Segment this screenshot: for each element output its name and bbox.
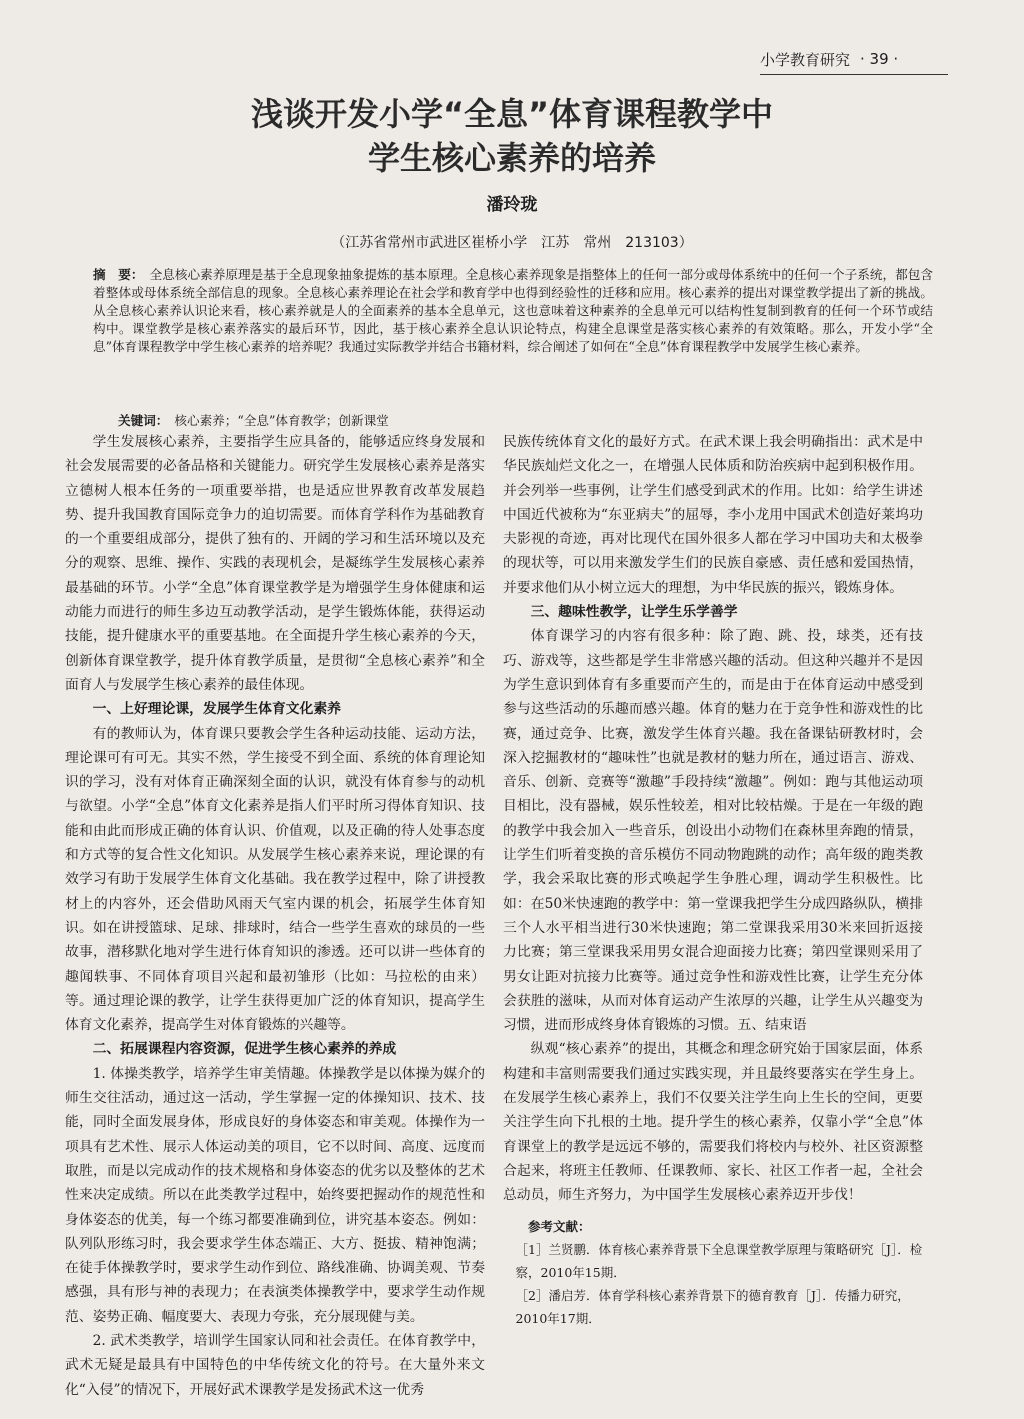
keywords [118, 412, 938, 430]
body-column-right [503, 430, 923, 1208]
running-header [760, 46, 960, 72]
references [503, 1215, 935, 1330]
author-name: 潘玲珑 [486, 195, 538, 215]
article-title [90, 92, 934, 180]
paragraph-continued: 民族传统体育文化的最好方式。在武术课上我会明确指出：武术是中华民族灿烂文化之一，在增强人民体质和防治疾病中起到积极作用。并会列举一些事例，让学生们感受到武术的作用。比如：给学生讲述中国近代被称为“东亚病夫”的屈辱，李小龙用中国武术创造好莱坞功夫影视的奇迹，再对比现代在国外很多人都在学习中国功夫和太极拳的现状等，可以用来激发学生们的民族自豪感、责任感和爱国热情，并要求他们从小树立远大的理想，为中华民族的振兴，锻炼身体。 [503, 434, 923, 596]
paragraph: 1. 体操类教学，培养学生审美情趣。体操教学是以体操为媒介的师生交往活动，通过这一活动，学生掌握一定的体操知识、技术、技能，同时全面发展身体，形成良好的身体姿态和审美观。体操作为一项具有艺术性、展示人体运动美的项目，它不以时间、高度、远度而取胜，而是以完成动作的技术规格和身体姿态的优劣以及整体的艺术性来决定成绩。所以在此类教学过程中，始终要把握动作的规范性和身体姿态的优美，每一个练习都要准确到位，讲究基本姿态。例如：队列队形练习时，我会要求学生体态端正、大方、挺拔、精神饱满；在徒手体操教学时，要求学生动作到位、路线准确、协调美观、节奏感强，具有形与神的表现力；在表演类体操教学中，要求学生动作规范、姿势正确、幅度要大、表现力夸张，充分展现健与美。 [65, 1065, 485, 1325]
reference-item: ［1］兰贤鹏．体育核心素养背景下全息课堂教学原理与策略研究［J］．检察，2010年15期． [515, 1242, 923, 1280]
references-label: 参考文献： [528, 1219, 591, 1234]
abstract [93, 266, 933, 356]
section-heading: 二、拓展课程内容资源，促进学生核心素养的养成 [92, 1041, 397, 1058]
section-heading: 三、趣味性教学，让学生乐学善学 [530, 604, 738, 621]
journal-name: 小学教育研究 [760, 50, 851, 69]
paragraph: 体育课学习的内容有很多种：除了跑、跳、投，球类，还有技巧、游戏等，这些都是学生非常感兴趣的活动。但这种兴趣并不是因为学生意识到体育有多重要而产生的，而是由于在体育运动中感受到参与这些活动的乐趣而感兴趣。体育的魅力在于竞争性和游戏性的比赛，通过竞争、比赛，激发学生体育兴趣。我在备课钻研教材时，会深入挖掘教材的“趣味性”也就是教材的魅力所在，通过语言、游戏、音乐、创新、竞赛等“激趣”手段持续“激趣”。例如：跑与其他运动项目相比，没有器械，娱乐性较差，相对比较枯燥。于是在一年级的跑的教学中我会加入一些音乐，创设出小动物们在森林里奔跑的情景，让学生们听着变换的音乐模仿不同动物跑跳的动作；高年级的跑类教学，我会采取比赛的形式唤起学生争胜心理，调动学生积极性。比如：在50米快速跑的教学中：第一堂课我把学生分成四路纵队，横排三个人水平相当进行30米快速跑；第二堂课我采用30米来回折返接力比赛；第三堂课我采用男女混合迎面接力比赛；第四堂课则采用了男女让距对抗接力比赛等。通过竞争性和游戏性比赛，让学生充分体会获胜的滋味，从而对体育运动产生浓厚的兴趣，让学生从兴趣变为习惯，进而形成终身体育锻炼的习惯。五、结束语 [503, 628, 923, 1034]
keywords-label: 关键词： [118, 413, 169, 428]
keywords-text: 核心素养；“全息”体育教学；创新课堂 [174, 413, 389, 428]
title-line-1: 浅谈开发小学“全息”体育课程教学中 [250, 95, 774, 133]
abstract-label: 摘 要： [93, 267, 144, 282]
page-number: · 39 · [860, 50, 899, 68]
paragraph: 纵观“核心素养”的提出，其概念和理念研究始于国家层面，体系构建和丰富则需要我们通过实践实现，并且最终要落实在学生身上。在发展学生核心素养上，我们不仅要关注学生向上生长的空间，更要关注学生向下扎根的土地。提升学生的核心素养，仅靠小学“全息”体育课堂上的教学是远远不够的，需要我们将校内与校外、社区资源整合起来，将班主任教师、任课教师、家长、社区工作者一起，全社会总动员，师生齐努力，为中国学生发展核心素养迈开步伐！ [503, 1041, 923, 1204]
header-rule [760, 74, 948, 75]
title-line-2: 学生核心素养的培养 [367, 139, 656, 177]
author-affiliation: （江苏省常州市武进区崔桥小学 江苏 常州 213103） [331, 235, 693, 251]
paragraph: 学生发展核心素养，主要指学生应具备的，能够适应终身发展和社会发展需要的必备品格和关键能力。研究学生发展核心素养是落实立德树人根本任务的一项重要举措，也是适应世界教育改革发展趋势、提升我国教育国际竞争力的迫切需要。而体育学科作为基础教育的一个重要组成部分，提供了独有的、开阔的学习和生活环境以及充分的观察、思维、操作、实践的表现机会，是凝练学生发展核心素养最基础的环节。小学“全息”体育课堂教学是为增强学生身体健康和运动能力而进行的师生多边互动教学活动，是学生锻炼体能，获得运动技能，提升健康水平的重要基地。在全面提升学生核心素养的今天，创新体育课堂教学，提升体育教学质量，是贯彻“全息核心素养”和全面育人与发展学生核心素养的最佳体现。 [65, 434, 485, 693]
body-column-left [65, 430, 485, 1402]
abstract-text: 全息核心素养原理是基于全息现象抽象提炼的基本原理。全息核心素养现象是指整体上的任何一部分或母体系统中的任何一个子系统，都包含着整体或母体系统全部信息的现象。全息核心素养理论在社会学和教育学中也得到经验性的迁移和应用。核心素养的提出对课堂教学提出了新的挑战。从全息核心素养认识论来看，核心素养就是人的全面素养的基本全息单元，这也意味着这种素养的全息单元可以结构性复制到教育的任何一个环节或结构中。课堂教学是核心素养落实的最后环节，因此，基于核心素养全息认识论特点，构建全息课堂是落实核心素养的有效策略。那么，开发小学“全息”体育课程教学中学生核心素养的培养呢？我通过实际教学并结合书籍材料，综合阐述了如何在“全息”体育课程教学中发展学生核心素养。 [93, 267, 934, 354]
paragraph: 有的教师认为，体育课只要教会学生各种运动技能、运动方法，理论课可有可无。其实不然，学生接受不到全面、系统的体育理论知识的学习，没有对体育正确深刻全面的认识，就没有体育参与的动机与欲望。小学“全息”体育文化素养是指人们平时所习得体育知识、技能和由此而形成正确的体育认识、价值观，以及正确的待人处事态度和方式等的复合性文化知识。从发展学生核心素养来说，理论课的有效学习有助于发展学生体育文化基础。我在教学过程中，除了讲授教材上的内容外，还会借助风雨天气室内课的机会，拓展学生体育知识。如在讲授篮球、足球、排球时，结合一些学生喜欢的球员的一些故事，潜移默化地对学生进行体育知识的渗透。还可以讲一些体育的趣闻轶事、不同体育项目兴起和最初雏形（比如：马拉松的由来）等。通过理论课的教学，让学生获得更加广泛的体育知识，提高学生体育文化素养，提高学生对体育锻炼的兴趣等。 [65, 725, 485, 1034]
reference-item: ［2］潘启芳．体育学科核心素养背景下的德育教育［J］．传播力研究，2010年17期． [515, 1288, 910, 1326]
section-heading: 一、上好理论课，发展学生体育文化素养 [92, 701, 341, 718]
paragraph: 2. 武术类教学，培训学生国家认同和社会责任。在体育教学中，武术无疑是最具有中国特色的中华传统文化的符号。在大量外来文化“入侵”的情况下，开展好武术课教学是发扬武术这一优秀 [65, 1332, 485, 1398]
